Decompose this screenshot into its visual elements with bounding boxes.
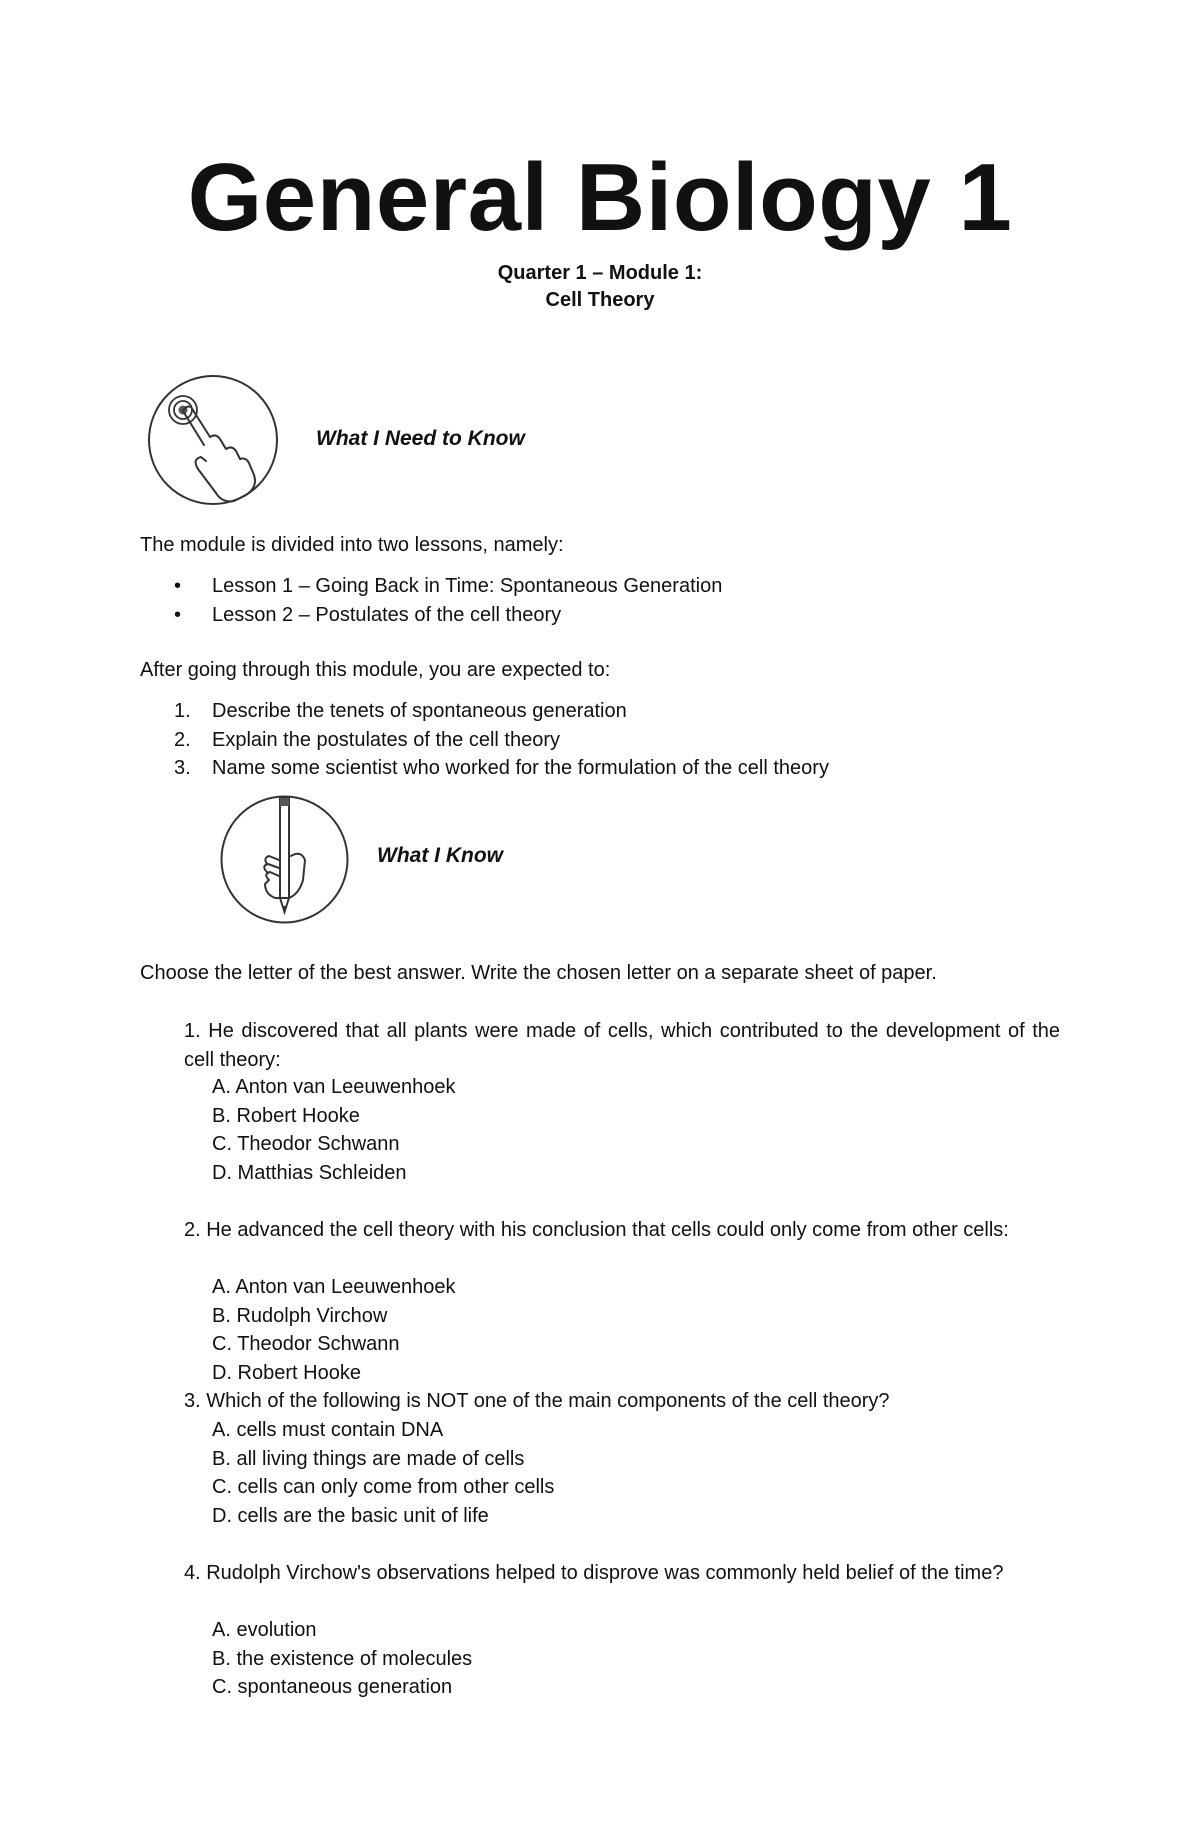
hand-pencil-icon xyxy=(219,794,350,925)
section-heading-what-i-know: What I Know xyxy=(377,844,503,867)
lesson-item: Lesson 1 – Going Back in Time: Spontaneous Generation xyxy=(212,575,723,597)
module-subtitle: Quarter 1 – Module 1: xyxy=(497,262,703,284)
answer-option: D. Matthias Schleiden xyxy=(212,1161,407,1184)
answer-option: C. cells can only come from other cells xyxy=(212,1476,555,1499)
list-number: 1. xyxy=(174,700,191,722)
question-1-options xyxy=(212,1073,456,1187)
question-4-options xyxy=(212,1616,472,1702)
answer-option: D. Robert Hooke xyxy=(212,1361,361,1384)
page-title: General Biology 1 xyxy=(187,144,1013,251)
answer-option: A. Anton van Leeuwenhoek xyxy=(212,1076,456,1098)
answer-option: C. Theodor Schwann xyxy=(212,1133,400,1156)
objective-item: Explain the postulates of the cell theory xyxy=(212,729,560,751)
answer-option: C. spontaneous generation xyxy=(212,1676,453,1699)
answer-option: B. all living things are made of cells xyxy=(212,1447,525,1470)
question-3-options xyxy=(212,1416,554,1530)
bullet: • xyxy=(174,604,182,626)
question-3-text: 3. Which of the following is NOT one of the main components of the cell theory? xyxy=(184,1390,890,1412)
answer-option: D. cells are the basic unit of life xyxy=(212,1504,489,1527)
answer-option: B. Rudolph Virchow xyxy=(212,1304,388,1327)
answer-option: A. cells must contain DNA xyxy=(212,1419,444,1441)
question-1-text: 1. He discovered that all plants were made of cells, which contributed to the development of the cell theory: xyxy=(184,1020,1060,1071)
answer-option: B. Robert Hooke xyxy=(212,1104,360,1127)
question-2-text: 2. He advanced the cell theory with his conclusion that cells could only come from other cells: xyxy=(184,1219,1009,1241)
list-number: 2. xyxy=(174,729,191,751)
quiz-instructions: Choose the letter of the best answer. Write the chosen letter on a separate sheet of paper. xyxy=(140,962,937,984)
module-topic: Cell Theory xyxy=(545,289,655,311)
objectives-intro: After going through this module, you are expected to: xyxy=(140,659,611,681)
hand-pointer-icon xyxy=(146,373,280,507)
list-number: 3. xyxy=(174,757,191,779)
bullet: • xyxy=(174,575,182,597)
question-2-options xyxy=(212,1273,456,1387)
answer-option: C. Theodor Schwann xyxy=(212,1333,400,1356)
section-heading-need-to-know: What I Need to Know xyxy=(316,427,525,450)
lessons-intro: The module is divided into two lessons, namely: xyxy=(140,534,564,556)
answer-option: A. evolution xyxy=(212,1619,317,1641)
question-4-text: 4. Rudolph Virchow's observations helped to disprove was commonly held belief of the time? xyxy=(184,1562,1004,1584)
objective-item: Name some scientist who worked for the formulation of the cell theory xyxy=(212,757,829,779)
objective-item: Describe the tenets of spontaneous generation xyxy=(212,700,627,722)
lesson-item: Lesson 2 – Postulates of the cell theory xyxy=(212,604,562,626)
answer-option: B. the existence of molecules xyxy=(212,1647,473,1670)
answer-option: A. Anton van Leeuwenhoek xyxy=(212,1276,456,1298)
